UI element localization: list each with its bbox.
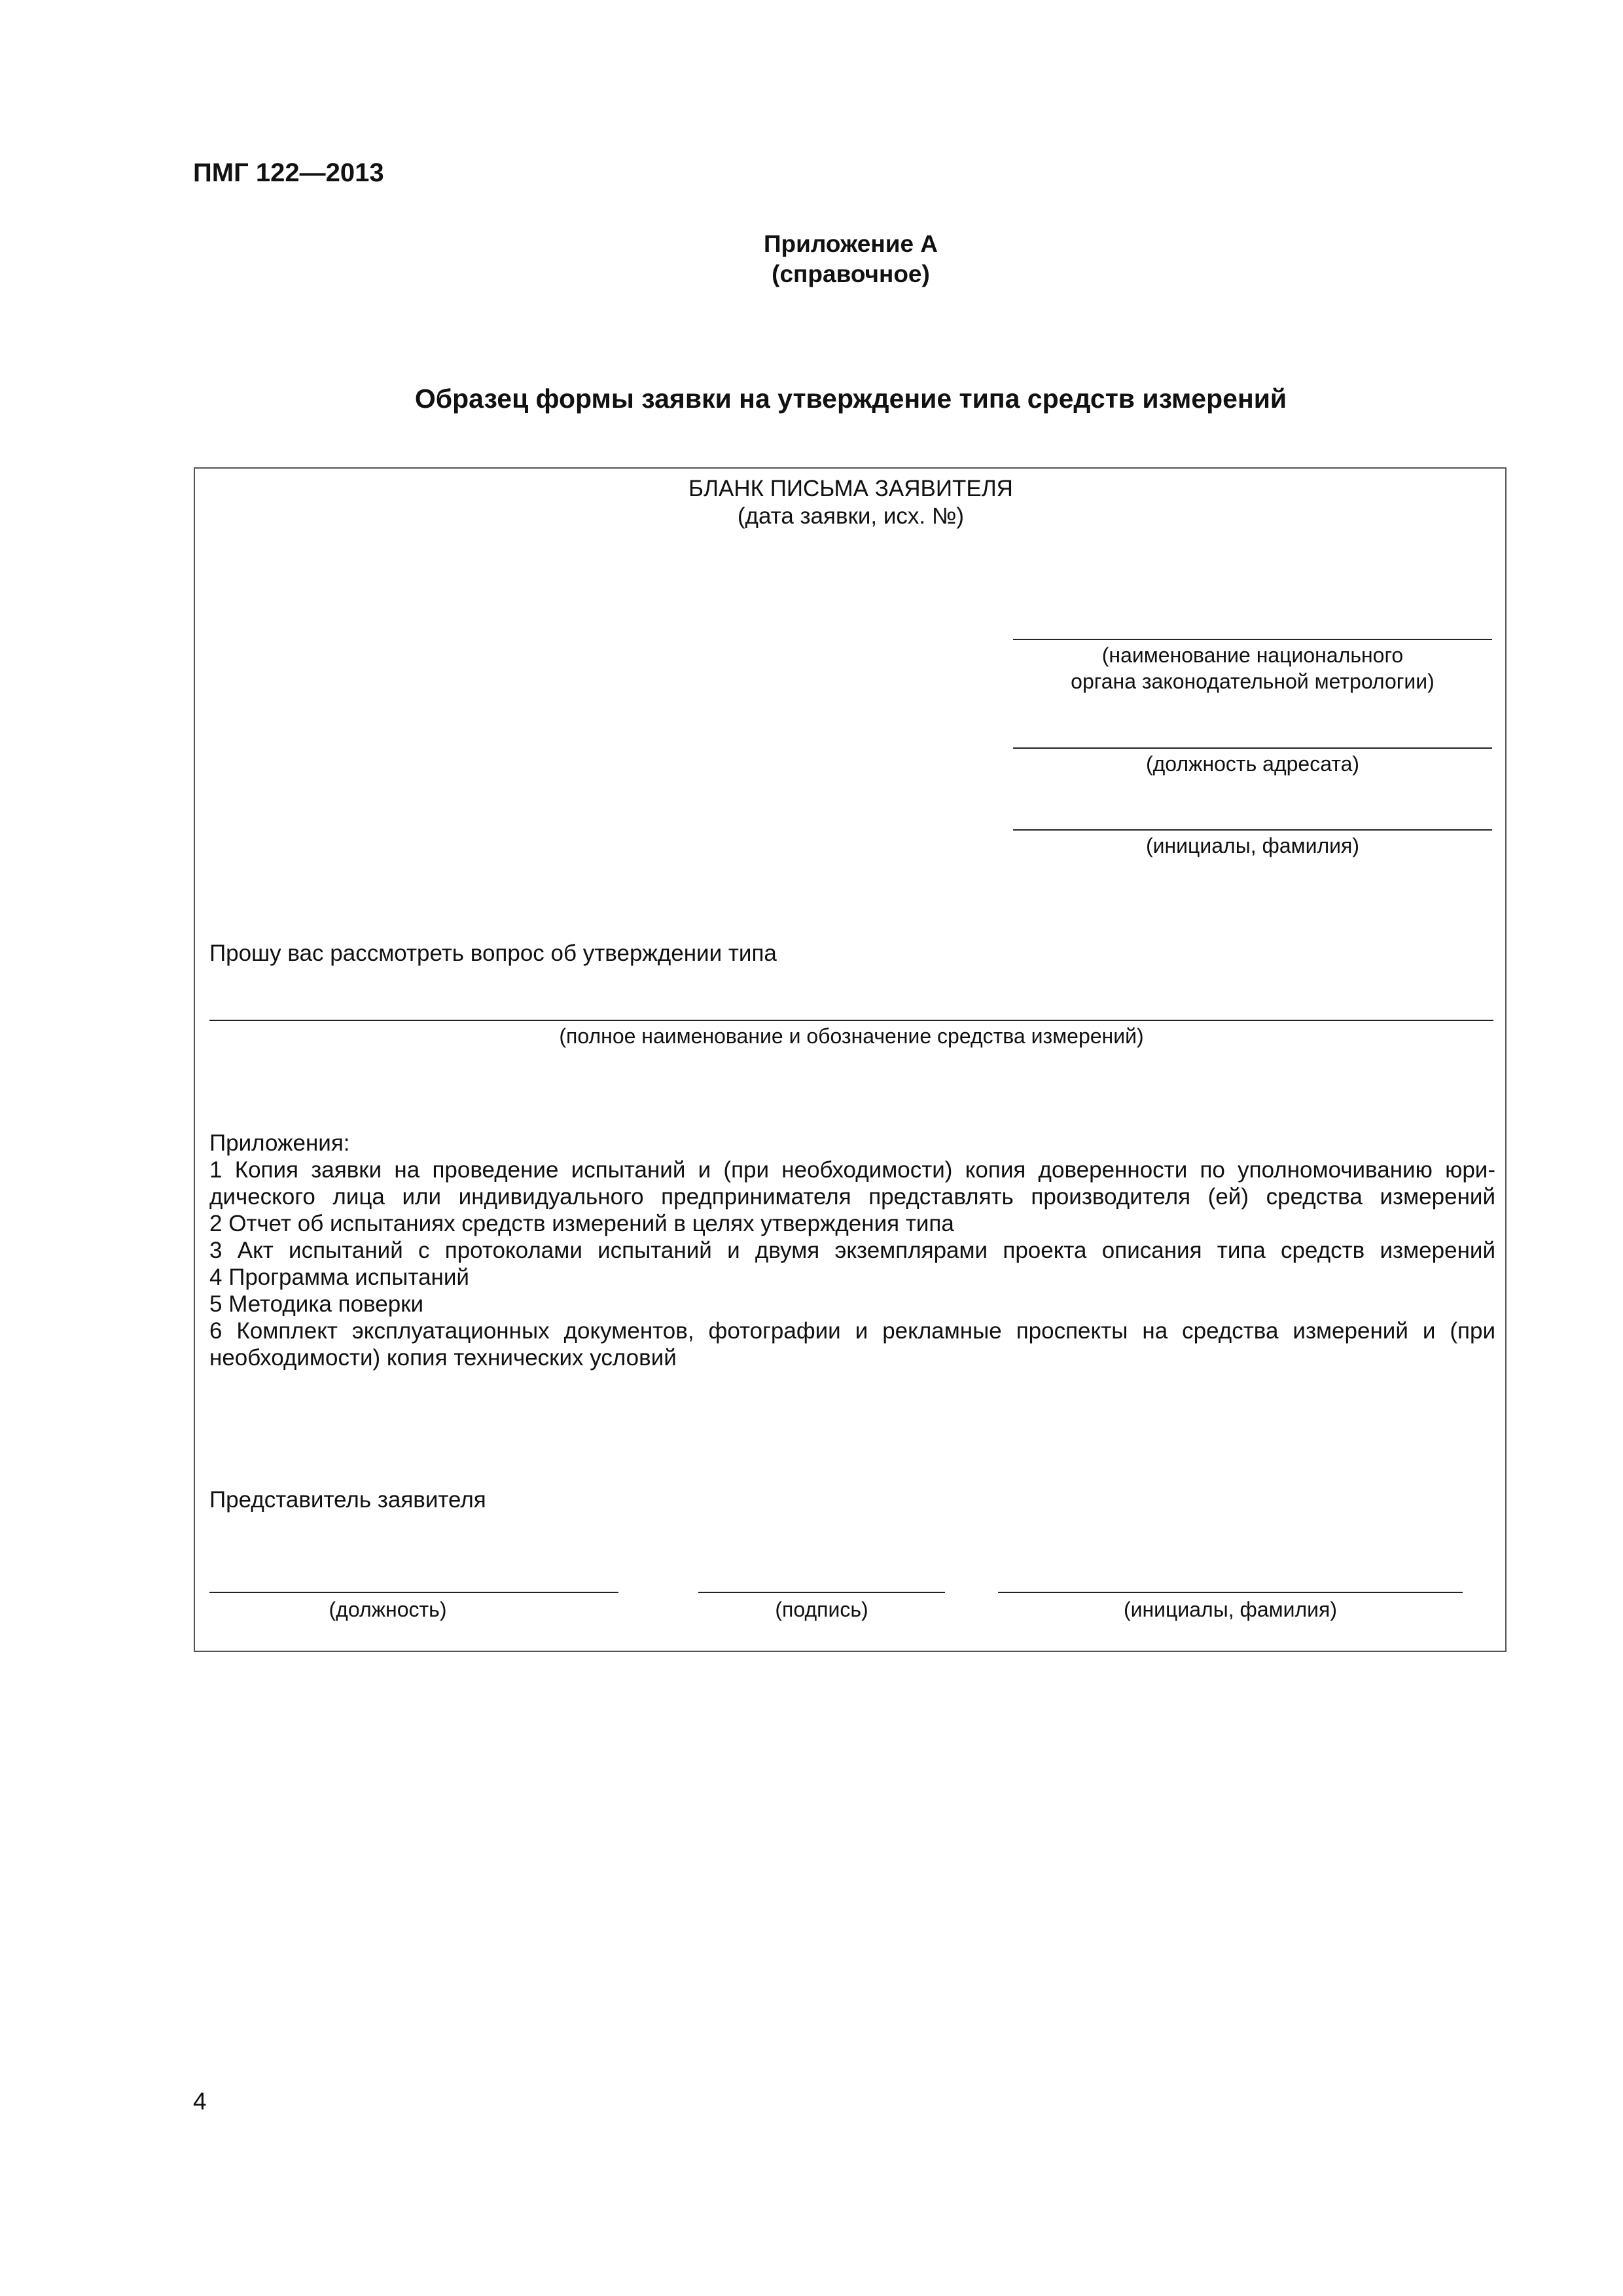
signature-sign-caption: (подпись) — [775, 1598, 868, 1621]
representative-label: Представитель заявителя — [209, 1487, 486, 1513]
appendix-kind: (справочное) — [772, 260, 930, 287]
authority-caption-line2: органа законодательной метрологии) — [1071, 670, 1435, 693]
attachments-list — [209, 1130, 1495, 1371]
signature-position-line — [209, 1592, 618, 1593]
attachment-item: необходимости) копия технических условий — [209, 1345, 677, 1371]
form-title: Образец формы заявки на утверждение типа средств измерений — [414, 384, 1287, 414]
authority-name-line — [1013, 639, 1492, 640]
attachments-heading: Приложения: — [209, 1130, 350, 1156]
signature-sign-line — [698, 1592, 945, 1593]
instrument-name-line — [209, 1020, 1493, 1021]
letterhead-note: (дата заявки, исх. №) — [737, 503, 965, 529]
document-code: ПМГ 122—2013 — [193, 158, 384, 187]
attachment-item: 3 Акт испытаний с протоколами испытаний и двумя экземплярами проекта описания типа средств измерений — [209, 1238, 1495, 1263]
addressee-position-caption: (должность адресата) — [1145, 752, 1360, 776]
authority-caption-line1: (наименование национального — [1101, 643, 1404, 667]
letterhead-label: БЛАНК ПИСЬМА ЗАЯВИТЕЛЯ — [688, 476, 1013, 501]
attachment-item: 1 Копия заявки на проведение испытаний и (при необходимости) копия доверенности по уполномочиванию юри- — [209, 1157, 1495, 1183]
appendix-title: Приложение А — [763, 230, 938, 257]
addressee-position-line — [1013, 747, 1492, 749]
attachment-item: дического лица или индивидуального предпринимателя представлять производителя (ей) средства измерений — [209, 1184, 1495, 1210]
attachment-item: 4 Программа испытаний — [209, 1265, 469, 1290]
attachment-item: 6 Комплект эксплуатационных документов, фотографии и рекламные проспекты на средства измерений и (при — [209, 1318, 1495, 1344]
signature-position-caption: (должность) — [329, 1598, 447, 1621]
request-text: Прошу вас рассмотреть вопрос об утверждении типа — [209, 941, 777, 966]
page-number: 4 — [193, 2088, 207, 2115]
attachment-item: 5 Методика поверки — [209, 1291, 424, 1317]
signature-name-line — [998, 1592, 1463, 1593]
attachment-item: 2 Отчет об испытаниях средств измерений в целях утверждения типа — [209, 1211, 954, 1236]
addressee-name-caption: (инициалы, фамилия) — [1145, 834, 1360, 857]
signature-name-caption: (инициалы, фамилия) — [1123, 1598, 1338, 1621]
instrument-caption: (полное наименование и обозначение средства измерений) — [559, 1024, 1144, 1048]
addressee-name-line — [1013, 829, 1492, 831]
